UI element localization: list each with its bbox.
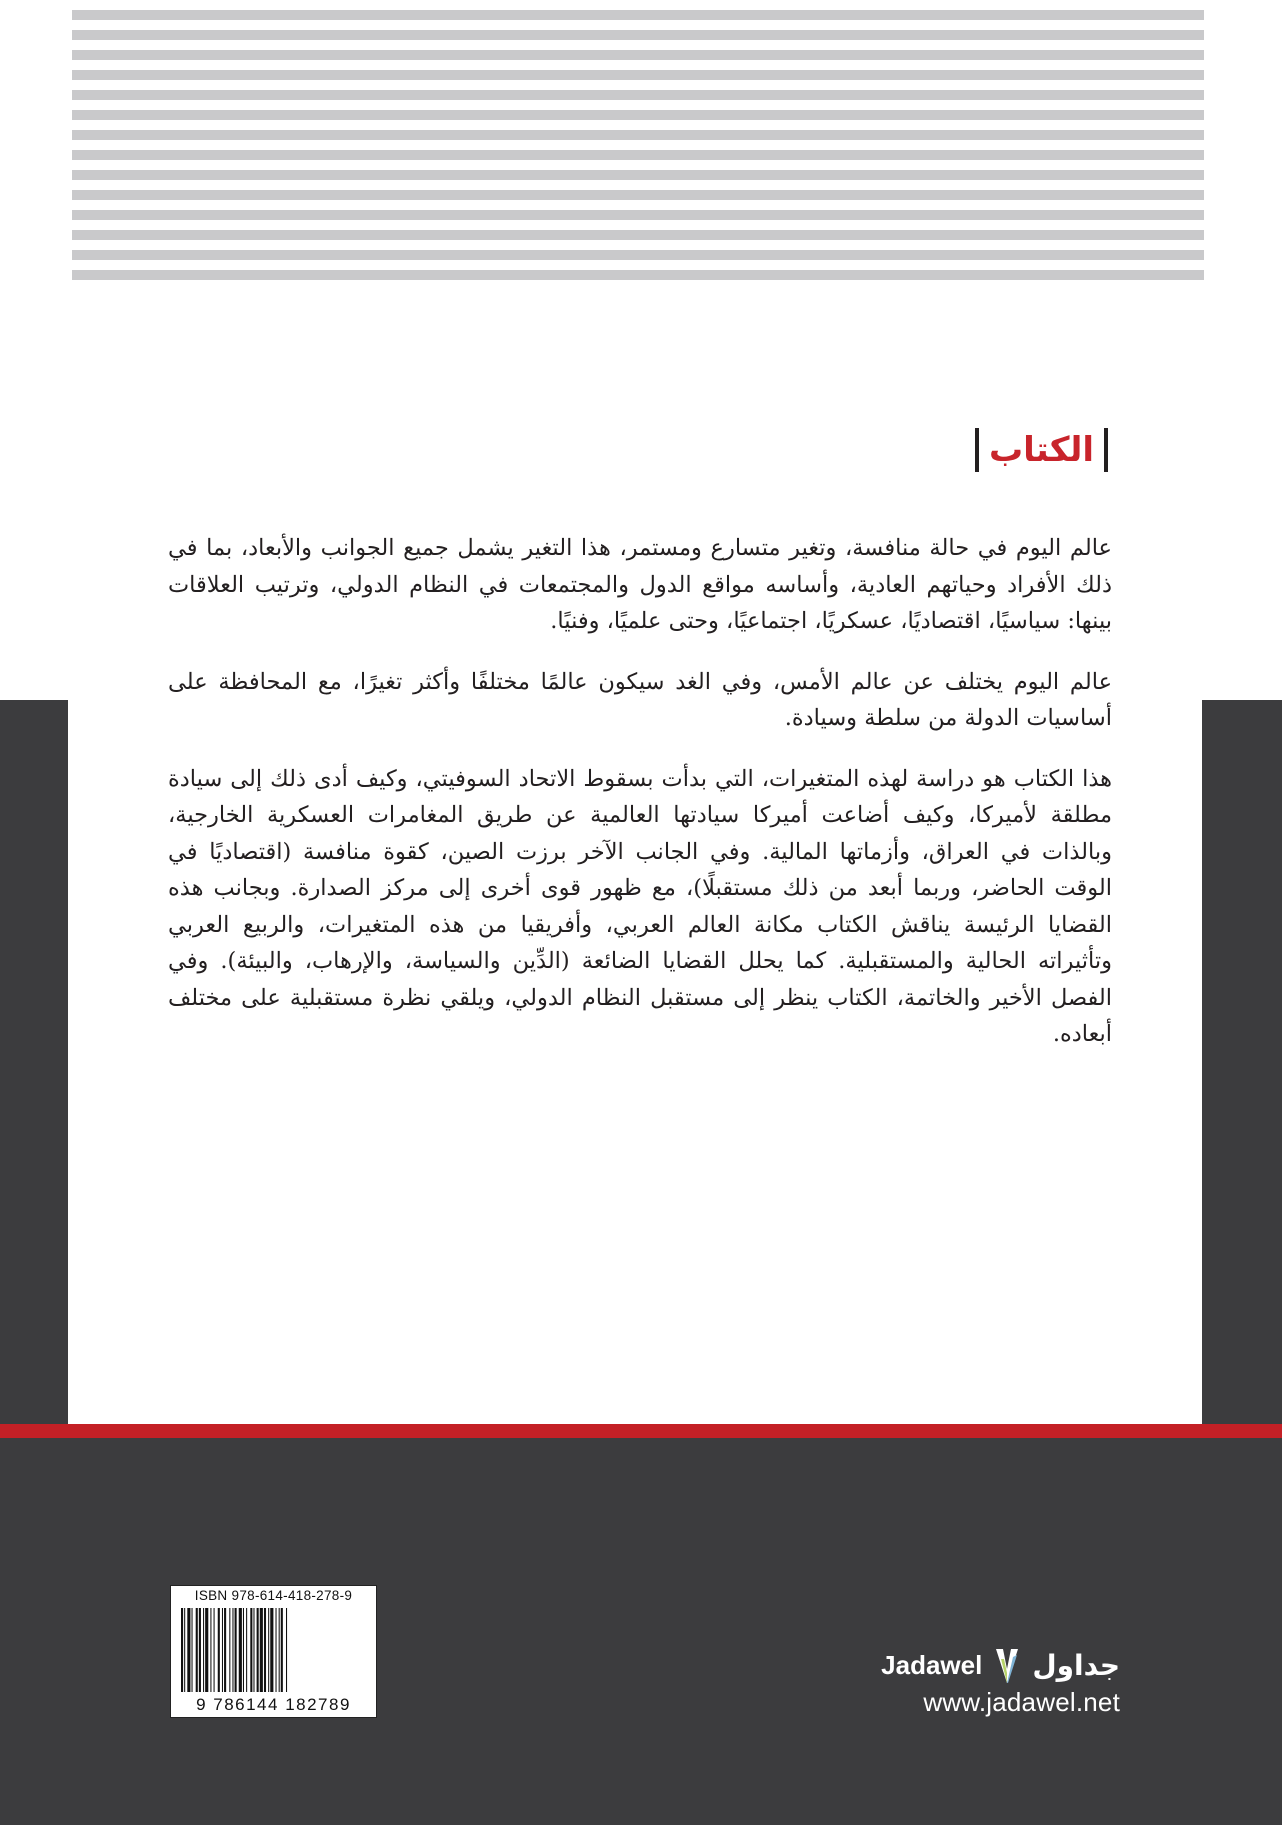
barcode-bar [264, 1608, 266, 1692]
barcode-bar [243, 1608, 244, 1692]
barcode-bar [279, 1608, 280, 1692]
decorative-stripes [72, 0, 1204, 288]
barcode-bar [181, 1608, 183, 1692]
barcode-bar [210, 1608, 211, 1692]
barcode-bar [286, 1608, 287, 1692]
publisher-leaf-icon [990, 1645, 1024, 1685]
barcode-bar [229, 1608, 230, 1692]
barcode-bar [232, 1608, 233, 1692]
barcode-bar [281, 1608, 283, 1692]
barcode-bar [214, 1608, 215, 1692]
publisher-url: www.jadawel.net [923, 1687, 1120, 1717]
barcode-bar [246, 1608, 247, 1692]
heading-rule-left [975, 428, 979, 472]
barcode-bar [253, 1608, 254, 1692]
barcode-bar [184, 1608, 185, 1692]
publisher-name-arabic: جداول [1032, 1648, 1120, 1682]
book-description [168, 530, 1112, 1077]
section-title: الكتاب [988, 430, 1094, 470]
paragraph-2: عالم اليوم يختلف عن عالم الأمس، وفي الغد سيكون عالمًا مختلفًا وأكثر تغيرًا، مع المحافظة على أساسيات الدولة من سلطة وسيادة. [168, 668, 1112, 731]
section-heading [975, 428, 1108, 472]
isbn-barcode [170, 1585, 377, 1718]
barcode-bar [260, 1608, 263, 1692]
barcode-bar [196, 1608, 198, 1692]
barcode-bar [270, 1608, 273, 1692]
paragraph-1: عالم اليوم في حالة منافسة، وتغير متسارع ومستمر، هذا التغير يشمل جميع الجوانب والأبعاد، بما في ذلك الأفراد وحياتهم العادية، وأساسه مواقع الدول والمجتمعات في النظام الدولي، وترتيب العلاقات بينها: سياسيًا، اقتصاديًا، عسكريًا، اجتماعيًا، وحتى علميًا، وفنيًا. [168, 535, 1112, 634]
barcode-bar [224, 1608, 226, 1692]
barcode-bar [239, 1608, 242, 1692]
barcode-bar [203, 1608, 204, 1692]
heading-rule-right [1104, 428, 1108, 472]
barcode-bar [199, 1608, 201, 1692]
barcode-bar [250, 1608, 252, 1692]
barcode-bar [235, 1608, 237, 1692]
publisher-name-latin: Jadawel [881, 1649, 983, 1680]
barcode-bar [187, 1608, 190, 1692]
barcode-bar [205, 1608, 208, 1692]
barcode-bar [276, 1608, 277, 1692]
barcode-bar [268, 1608, 269, 1692]
barcode-bar [218, 1608, 220, 1692]
isbn-label: ISBN 978-614-418-278-9 [194, 1588, 353, 1603]
barcode-bar [192, 1608, 193, 1692]
barcode-bar [257, 1608, 259, 1692]
barcode-digits: 9 786144 182789 [196, 1695, 351, 1714]
paragraph-3: هذا الكتاب هو دراسة لهذه المتغيرات، التي بدأت بسقوط الاتحاد السوفيتي، وكيف أدى ذلك إلى سيادة مطلقة لأميركا، وكيف أضاعت أميركا سيادتها العالمية عن طريق المغامرات العسكرية الخارجية، وبالذات في العراق، وأزماتها المالية. وفي الجانب الآخر برزت الصين، كقوة منافسة (اقتصاديًا في الوقت الحاضر، وربما أبعد من ذلك مستقبلًا)، مع ظهور قوى أخرى إلى مركز الصدارة. وبجانب هذه القضايا الرئيسة يناقش الكتاب مكانة العالم العربي، وأفريقيا من هذه المتغيرات، والربيع العربي وتأثيراته الحالية والمستقبلية. كما يحلل القضايا الضائعة (الدِّين والسياسة، والإرهاب، والبيئة). وفي الفصل الأخير والخاتمة، الكتاب ينظر إلى مستقبل النظام الدولي، ويلقي نظرة مستقبلية على مختلف أبعاده. [168, 765, 1112, 1047]
red-divider-bar [0, 1424, 1282, 1438]
publisher-logo [860, 1645, 1120, 1725]
barcode-bar [222, 1608, 223, 1692]
barcode-bars [181, 1608, 366, 1692]
